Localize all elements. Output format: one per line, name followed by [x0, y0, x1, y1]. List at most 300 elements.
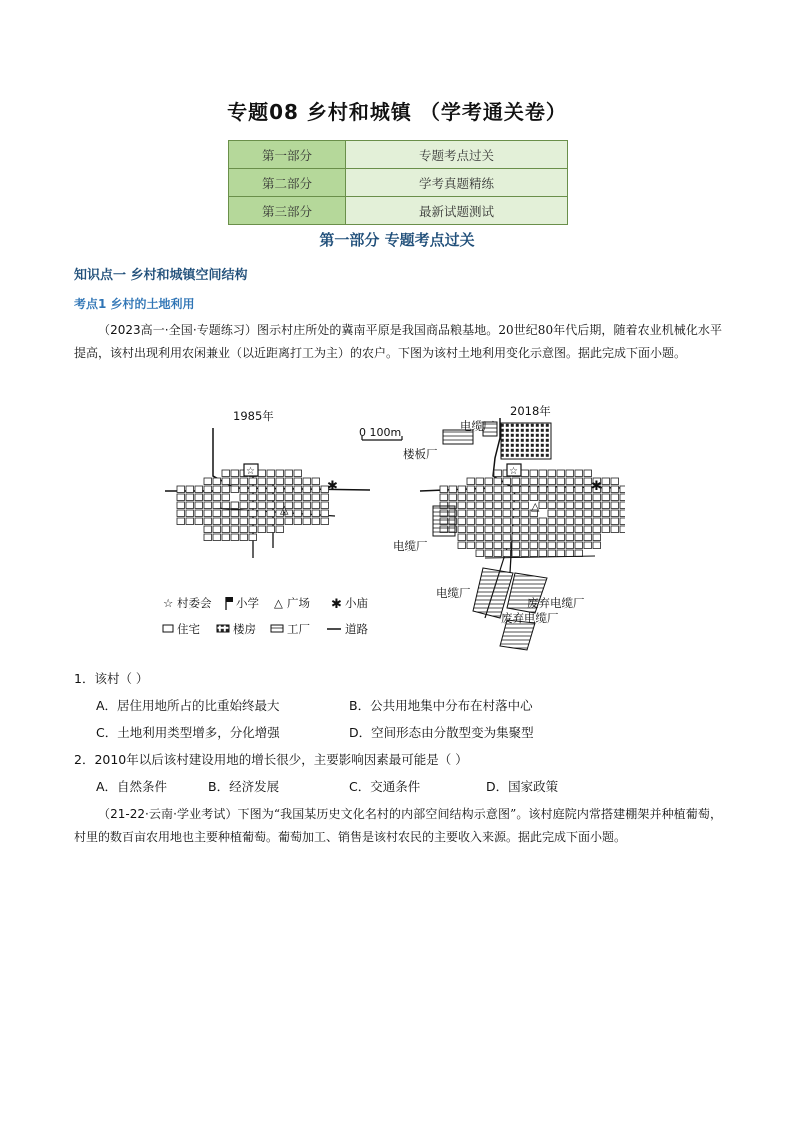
residence-block: [204, 494, 212, 501]
residence-block: [485, 494, 493, 501]
residence-block: [512, 486, 520, 493]
residence-block: [258, 470, 266, 477]
residence-block: [467, 486, 475, 493]
residence-block: [476, 526, 484, 533]
residence-block: [312, 494, 320, 501]
residence-block: [566, 510, 574, 517]
residence-block: [611, 478, 619, 485]
residence-block: [512, 518, 520, 525]
residence-block: [186, 510, 194, 517]
residence-block: [213, 510, 221, 517]
residence-block: [467, 494, 475, 501]
residence-block: [494, 542, 502, 549]
residence-block: [449, 494, 457, 501]
residence-block: [294, 510, 302, 517]
map-1985: [165, 428, 370, 558]
year-label-2018: 2018年: [510, 404, 551, 418]
residence-block: [312, 510, 320, 517]
residence-block: [294, 494, 302, 501]
passage-2: [74, 803, 722, 849]
residence-block: [521, 470, 529, 477]
residence-block: [548, 478, 556, 485]
residence-block: [458, 486, 466, 493]
residence-block: [575, 550, 583, 557]
residence-block: [485, 518, 493, 525]
residence-block: [584, 510, 592, 517]
residence-block: [494, 534, 502, 541]
residence-block: [503, 502, 511, 509]
residence-block: [593, 510, 601, 517]
residence-block: [503, 550, 511, 557]
residence-block: [494, 494, 502, 501]
residence-block: [276, 518, 284, 525]
residence-block: [593, 518, 601, 525]
residence-block: [467, 534, 475, 541]
legend-residence-icon: [163, 625, 173, 632]
residence-block: [213, 486, 221, 493]
residence-block: [213, 518, 221, 525]
square-icon: △: [280, 503, 289, 516]
residence-block: [467, 502, 475, 509]
residence-block: [494, 510, 502, 517]
residence-block: [512, 550, 520, 557]
residence-block: [485, 526, 493, 533]
residence-block: [476, 510, 484, 517]
passage-text: 图示村庄所处的冀南平原是我国商品粮基地。20世纪80年代后期，随着农业机械化水平提高，该村出现利用农闲兼业（以近距离打工为主）的农户。下图为该村土地利用变化示意图。据此完成下面小题。: [74, 323, 723, 360]
residence-block: [566, 526, 574, 533]
residence-block: [503, 494, 511, 501]
residence-block: [249, 486, 257, 493]
parts-table: [228, 140, 568, 225]
residence-block: [539, 486, 547, 493]
residence-block: [303, 494, 311, 501]
residence-block: [530, 478, 538, 485]
residence-block: [593, 502, 601, 509]
residence-block: [575, 478, 583, 485]
map-legend: [163, 596, 368, 636]
residence-block: [539, 494, 547, 501]
passage-1: [74, 319, 722, 365]
page-title: 专题08 乡村和城镇 （学考通关卷）: [227, 100, 567, 124]
label-abandoned-cable-factory-1: 废弃电缆厂: [527, 596, 585, 610]
residence-block: [566, 494, 574, 501]
residence-block: [494, 550, 502, 557]
residence-block: [512, 510, 520, 517]
residence-block: [539, 542, 547, 549]
residence-block: [611, 486, 619, 493]
residence-block: [276, 470, 284, 477]
residence-block: [240, 478, 248, 485]
village-land-use-map: [155, 398, 625, 656]
residence-block: [276, 478, 284, 485]
residence-block: [503, 510, 511, 517]
residence-block: [485, 502, 493, 509]
residence-block: [440, 486, 448, 493]
cable-factory-block: [433, 506, 455, 536]
scale-label: 0 100m: [359, 426, 402, 439]
residence-block: [467, 526, 475, 533]
residence-block: [494, 502, 502, 509]
residence-block: [575, 502, 583, 509]
label-cable-factory-bottom: 电缆厂: [436, 586, 471, 600]
residence-block: [584, 502, 592, 509]
residence-block: [611, 502, 619, 509]
question-1-option-c: C．土地利用类型增多，分化增强: [96, 725, 280, 740]
residence-block: [611, 518, 619, 525]
residence-block: [548, 550, 556, 557]
residence-block: [611, 526, 619, 533]
passage-source: （2023高一·全国·专题练习）: [98, 323, 258, 337]
residence-block: [539, 502, 547, 509]
residence-block: [548, 486, 556, 493]
residence-block: [204, 526, 212, 533]
residence-block: [467, 478, 475, 485]
residence-block: [195, 502, 203, 509]
residence-block: [213, 494, 221, 501]
residence-block: [611, 510, 619, 517]
residence-block: [521, 518, 529, 525]
residence-block: [294, 486, 302, 493]
residence-block: [267, 502, 275, 509]
residence-block: [312, 478, 320, 485]
residence-block: [485, 486, 493, 493]
residence-block: [503, 542, 511, 549]
residence-block: [602, 518, 610, 525]
residence-block: [476, 478, 484, 485]
residence-block: [285, 478, 293, 485]
residence-block: [521, 486, 529, 493]
residence-block: [258, 494, 266, 501]
residence-block: [458, 494, 466, 501]
residence-block: [566, 470, 574, 477]
residence-block: [530, 486, 538, 493]
exam-point-heading: 考点1 乡村的土地利用: [74, 297, 195, 311]
residence-block: [521, 478, 529, 485]
residence-block: [512, 494, 520, 501]
residence-block: [521, 526, 529, 533]
residence-block: [521, 494, 529, 501]
residence-block: [267, 470, 275, 477]
temple-icon: ✱: [327, 479, 338, 494]
residence-block: [476, 502, 484, 509]
residence-block: [303, 502, 311, 509]
residence-block: [195, 518, 203, 525]
residence-block: [566, 534, 574, 541]
legend-factory-icon: [271, 625, 283, 632]
residence-block: [186, 518, 194, 525]
legend-road: 道路: [345, 622, 368, 636]
residence-block: [620, 510, 625, 517]
part-name: 第一部分: [229, 141, 346, 169]
residence-block: [321, 502, 329, 509]
residence-block: [267, 526, 275, 533]
residence-block: [285, 470, 293, 477]
residence-block: [575, 518, 583, 525]
residence-block: [213, 526, 221, 533]
residence-block: [294, 470, 302, 477]
residence-block: [267, 486, 275, 493]
knowledge-point-heading: 知识点一 乡村和城镇空间结构: [74, 268, 248, 283]
residence-block: [548, 534, 556, 541]
square-icon: △: [531, 500, 540, 513]
residence-block: [440, 494, 448, 501]
residence-block: [240, 518, 248, 525]
residence-block: [195, 486, 203, 493]
residence-block: [485, 534, 493, 541]
residence-block: [177, 486, 185, 493]
residence-block: [276, 494, 284, 501]
residence-block: [539, 526, 547, 533]
residence-block: [530, 542, 538, 549]
residence-block: [312, 486, 320, 493]
passage-source: （21-22·云南·学业考试）: [98, 807, 238, 821]
residence-block: [321, 518, 329, 525]
residence-block: [204, 534, 212, 541]
residence-block: [494, 526, 502, 533]
residence-block: [620, 526, 625, 533]
residence-block: [494, 518, 502, 525]
residence-block: [303, 478, 311, 485]
residence-block: [485, 510, 493, 517]
question-2-option-d: D．国家政策: [486, 779, 559, 794]
residence-block: [575, 486, 583, 493]
legend-village-committee: 村委会: [177, 596, 212, 610]
residence-block: [267, 518, 275, 525]
scale-bar: [359, 426, 402, 440]
residence-block: [204, 502, 212, 509]
residence-block: [620, 486, 625, 493]
residence-block: [258, 502, 266, 509]
residence-block: [258, 510, 266, 517]
residence-block: [458, 518, 466, 525]
residence-block: [249, 494, 257, 501]
residence-block: [321, 510, 329, 517]
residence-block: [222, 518, 230, 525]
village-committee-icon: ☆: [509, 466, 518, 477]
residence-block: [548, 510, 556, 517]
residence-block: [584, 526, 592, 533]
residence-block: [476, 534, 484, 541]
residence-blocks-1985: [177, 470, 329, 541]
residence-block: [240, 486, 248, 493]
residence-block: [566, 478, 574, 485]
legend-star-icon: ☆: [163, 596, 174, 610]
part-desc: 专题考点过关: [346, 141, 568, 169]
residence-block: [539, 478, 547, 485]
residence-block: [458, 542, 466, 549]
label-cable-factory-top: 电缆厂: [460, 419, 495, 433]
label-building-factory: 楼板厂: [403, 447, 438, 461]
residence-block: [267, 478, 275, 485]
residence-block: [177, 510, 185, 517]
residence-block: [231, 518, 239, 525]
residence-block: [186, 494, 194, 501]
residence-block: [195, 494, 203, 501]
residence-block: [458, 502, 466, 509]
residence-block: [213, 534, 221, 541]
residence-block: [557, 470, 565, 477]
residence-block: [240, 502, 248, 509]
residence-block: [186, 502, 194, 509]
residence-block: [584, 542, 592, 549]
residence-block: [285, 486, 293, 493]
residence-block: [240, 510, 248, 517]
part-name: 第二部分: [229, 169, 346, 197]
residence-block: [557, 486, 565, 493]
residence-block: [521, 542, 529, 549]
residence-block: [258, 486, 266, 493]
residence-block: [548, 494, 556, 501]
residence-block: [285, 494, 293, 501]
residence-block: [294, 502, 302, 509]
residence-block: [521, 502, 529, 509]
residence-block: [575, 510, 583, 517]
residence-block: [485, 478, 493, 485]
residence-block: [449, 486, 457, 493]
passage-text: 下图为“我国某历史文化名村的内部空间结构示意图”。该村庭院内常搭建棚架并种植葡萄，村里的数百亩农用地也主要种植葡萄。葡萄加工、销售是该村农民的主要收入来源。据此完成下面小题。: [74, 807, 722, 844]
residence-block: [611, 494, 619, 501]
residence-block: [557, 550, 565, 557]
residence-block: [476, 550, 484, 557]
legend-triangle-icon: △: [274, 596, 283, 610]
question-2-stem: 2．2010年以后该村建设用地的增长很少，主要影响因素最可能是（ ）: [74, 752, 468, 767]
residence-block: [249, 510, 257, 517]
temple-icon: ✱: [591, 479, 602, 494]
residence-block: [204, 486, 212, 493]
residence-block: [258, 518, 266, 525]
label-cable-factory-left: 电缆厂: [393, 539, 428, 553]
residence-block: [213, 502, 221, 509]
residence-block: [539, 518, 547, 525]
residence-block: [222, 502, 230, 509]
residence-block: [222, 526, 230, 533]
residence-block: [276, 486, 284, 493]
question-2-option-c: C．交通条件: [349, 779, 421, 794]
residence-block: [476, 518, 484, 525]
residence-block: [177, 494, 185, 501]
residence-block: [557, 494, 565, 501]
legend-school: 小学: [236, 596, 259, 610]
residence-block: [249, 478, 257, 485]
residence-block: [602, 502, 610, 509]
residence-block: [458, 526, 466, 533]
residence-block: [458, 534, 466, 541]
residence-block: [231, 534, 239, 541]
residence-block: [258, 526, 266, 533]
residence-block: [249, 534, 257, 541]
residence-block: [494, 478, 502, 485]
label-abandoned-cable-factory-2: 废弃电缆厂: [501, 611, 559, 625]
question-1-stem: 1．该村（ ）: [74, 671, 149, 686]
residence-block: [231, 478, 239, 485]
residence-block: [177, 502, 185, 509]
residence-block: [503, 486, 511, 493]
residence-block: [620, 518, 625, 525]
residence-block: [530, 526, 538, 533]
residence-block: [476, 494, 484, 501]
part-name: 第三部分: [229, 197, 346, 225]
question-1-option-b: B．公共用地集中分布在村落中心: [349, 698, 533, 713]
residence-block: [476, 542, 484, 549]
legend-square: 广场: [287, 596, 310, 610]
table-row: [229, 141, 568, 169]
residence-block: [512, 526, 520, 533]
legend-asterisk-icon: ✱: [331, 597, 342, 612]
residence-block: [303, 486, 311, 493]
question-2-option-b: B．经济发展: [208, 779, 280, 794]
residence-block: [222, 534, 230, 541]
residence-block: [312, 518, 320, 525]
residence-block: [521, 550, 529, 557]
residence-block: [620, 494, 625, 501]
residence-block: [204, 510, 212, 517]
residence-block: [557, 478, 565, 485]
residence-block: [512, 542, 520, 549]
residence-block: [294, 478, 302, 485]
residence-block: [312, 502, 320, 509]
residence-block: [575, 534, 583, 541]
residence-block: [240, 526, 248, 533]
residence-block: [204, 518, 212, 525]
part-desc: 学考真题精练: [346, 169, 568, 197]
residence-block: [584, 494, 592, 501]
residence-block: [512, 502, 520, 509]
residence-block: [231, 526, 239, 533]
residence-block: [222, 494, 230, 501]
legend-building: 楼房: [233, 622, 256, 636]
residence-block: [231, 470, 239, 477]
residence-block: [602, 486, 610, 493]
residence-block: [557, 510, 565, 517]
residence-block: [231, 502, 239, 509]
village-committee-icon: ☆: [246, 466, 255, 477]
residence-block: [303, 518, 311, 525]
residence-block: [276, 526, 284, 533]
residence-block: [575, 542, 583, 549]
part-desc: 最新试题测试: [346, 197, 568, 225]
residence-block: [321, 494, 329, 501]
residence-block: [602, 494, 610, 501]
residence-block: [584, 534, 592, 541]
residence-block: [285, 518, 293, 525]
residence-block: [249, 526, 257, 533]
residence-block: [530, 550, 538, 557]
year-label-1985: 1985年: [233, 409, 274, 423]
residence-block: [503, 534, 511, 541]
residence-block: [557, 534, 565, 541]
question-1-option-a: A．居住用地所占的比重始终最大: [96, 698, 280, 713]
residence-block: [530, 518, 538, 525]
residence-block: [575, 526, 583, 533]
residence-block: [494, 486, 502, 493]
residence-block: [476, 486, 484, 493]
residence-block: [240, 494, 248, 501]
table-row: [229, 169, 568, 197]
residence-block: [539, 534, 547, 541]
legend-residence: 住宅: [177, 622, 200, 636]
residence-block: [548, 502, 556, 509]
residence-block: [557, 518, 565, 525]
residence-block: [557, 502, 565, 509]
residence-block: [548, 542, 556, 549]
residence-block: [258, 478, 266, 485]
residence-block: [566, 502, 574, 509]
residence-block: [584, 518, 592, 525]
residence-block: [566, 518, 574, 525]
residence-block: [557, 542, 565, 549]
residence-block: [530, 534, 538, 541]
residence-block: [294, 518, 302, 525]
